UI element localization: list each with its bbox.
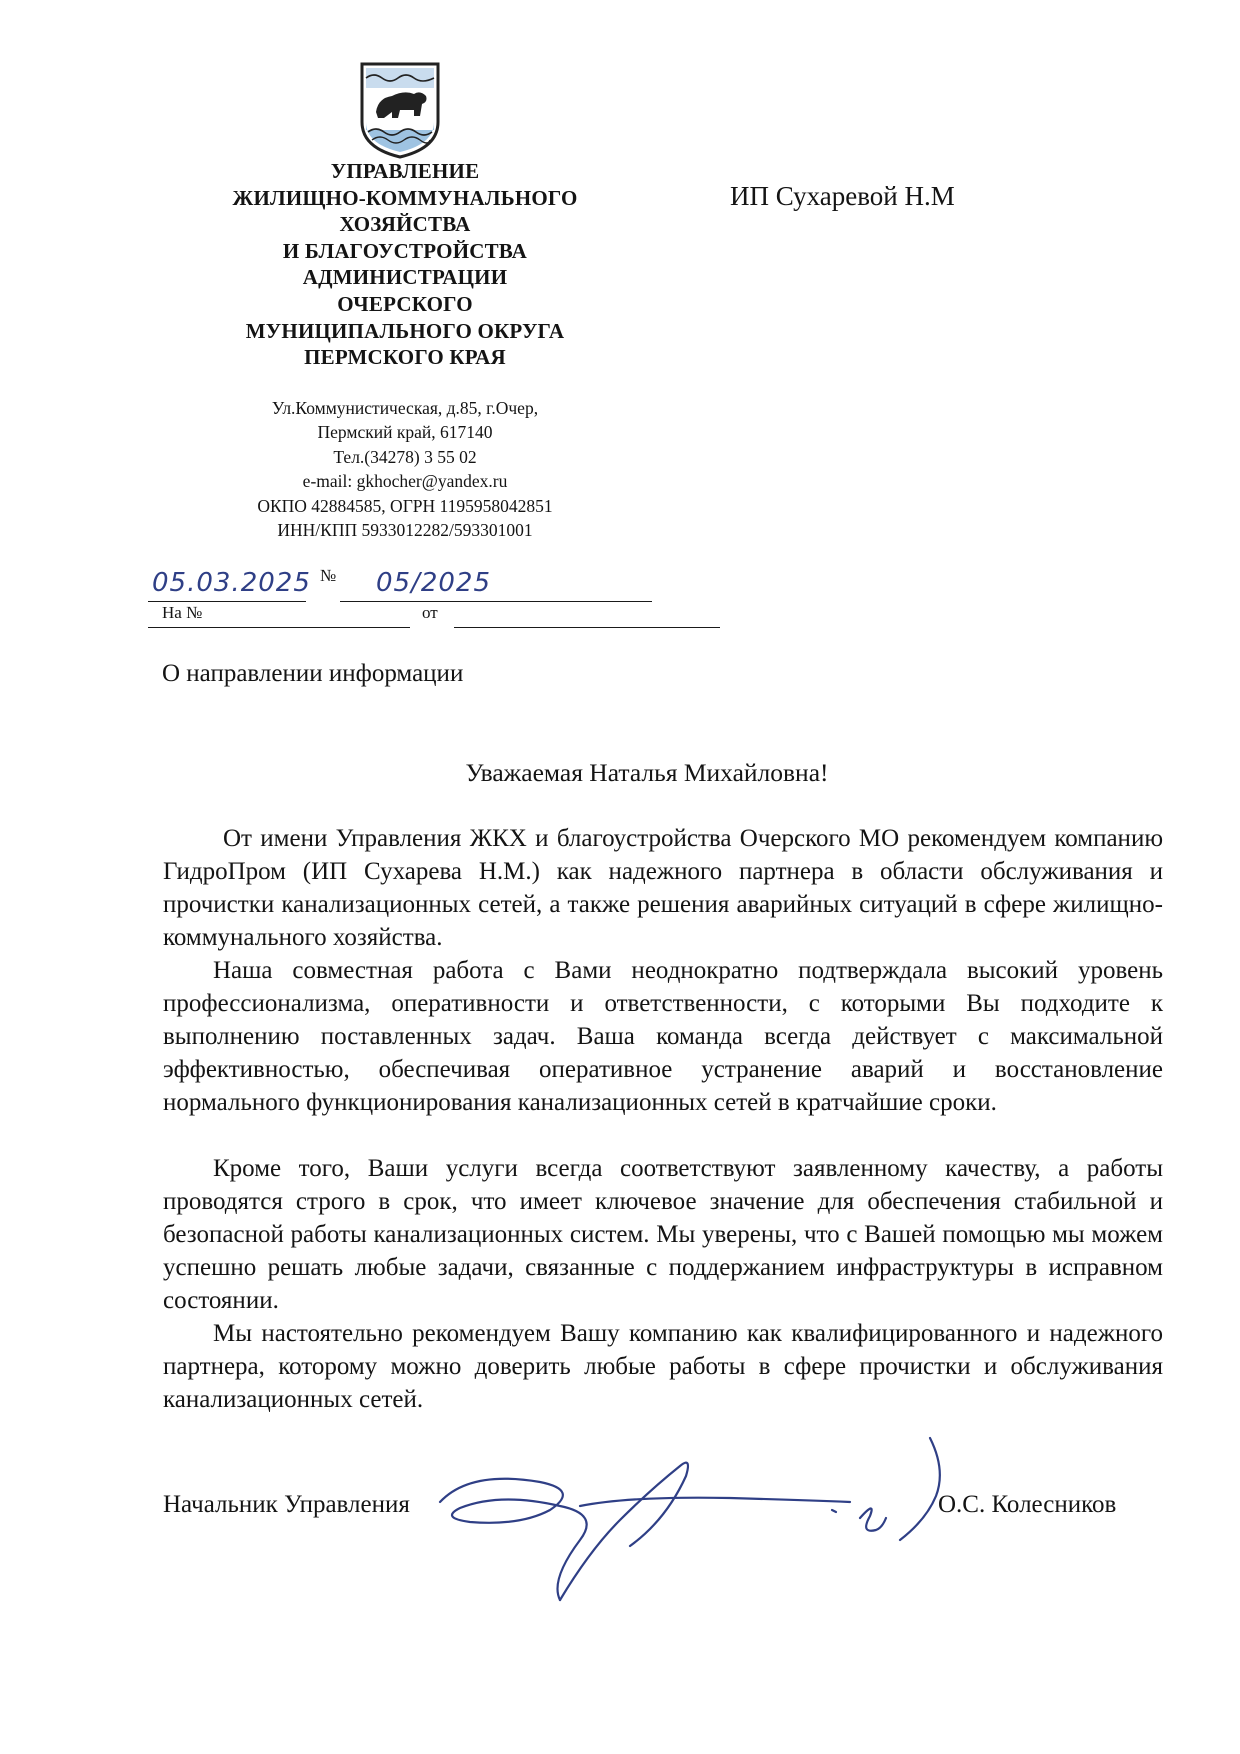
greeting: Уважаемая Наталья Михайловна! [465,758,829,787]
outgoing-number-handwritten: 05/2025 [376,568,492,598]
org-line: УПРАВЛЕНИЕ [330,159,480,183]
org-line: АДМИНИСТРАЦИИ [302,265,508,290]
org-line: ОЧЕРСКОГО [337,291,473,316]
reply-number-line [148,627,410,628]
organization-requisites [180,396,630,542]
addressee: ИП Сухаревой Н.М [730,181,955,211]
date-underline [148,601,306,602]
letter-subject: О направлении информации [162,660,464,687]
paragraph: Кроме того, Ваши услуги всегда соответствуют заявленному качеству, а работы проводятся строго в срок, что имеет ключевое значение для обеспечения стабильной и безопасной работы канализационных систем. Мы уверены, что с Вашей помощью мы можем успешно решать любые задачи, связанные с поддержанием инфраструктуры в исправном состоянии. [163,1155,1163,1314]
coat-of-arms-emblem [358,60,442,160]
handwritten-signature [430,1430,950,1610]
from-label: от [422,603,438,622]
paragraph: Наша совместная работа с Вами неоднократно подтверждала высокий уровень профессионализма, оперативности и ответственности, с которыми Вы подходите к выполнению поставленных задач. Ваша команда всегда действует с максимальной эффективностью, обеспечивая оперативное устранение аварий и восстановление нормального функционирования канализационных сетей в кратчайшие сроки. [163,957,1163,1116]
signatory-position: Начальник Управления [163,1491,410,1518]
reply-to-label: На № [162,603,203,622]
org-line: И БЛАГОУСТРОЙСТВА [282,238,528,263]
phone-line: Тел.(34278) 3 55 02 [333,446,477,467]
number-underline [340,601,652,602]
email-line: e-mail: gkhocher@yandex.ru [302,471,508,492]
organization-name [180,158,630,371]
reply-date-line [454,627,720,628]
org-line: МУНИЦИПАЛЬНОГО ОКРУГА [245,318,565,343]
inn-kpp-line: ИНН/КПП 5933012282/593301001 [277,520,533,541]
org-line: ПЕРМСКОГО КРАЯ [304,345,506,370]
org-line: ХОЗЯЙСТВА [339,212,471,237]
paragraph: От имени Управления ЖКХ и благоустройства Очерского МО рекомендуем компанию ГидроПром (ИП Сухарева Н.М.) как надежного партнера в области обслуживания и прочистки канализационных сетей, а также решения аварийных ситуаций в сфере жилищно-коммунального хозяйства. [163,825,1163,951]
signatory-name: О.С. Колесников [938,1491,1117,1518]
outgoing-date-handwritten: 05.03.2025 [152,568,311,598]
org-line: ЖИЛИЩНО-КОММУНАЛЬНОГО [232,185,578,210]
okpo-ogrn-line: ОКПО 42884585, ОГРН 1195958042851 [257,495,553,516]
paragraph: Мы настоятельно рекомендуем Вашу компанию как квалифицированного и надежного партнера, которому можно доверить любые работы в сфере прочистки и обслуживания канализационных сетей. [163,1320,1163,1413]
address-line: Пермский край, 617140 [317,422,493,443]
number-sign: № [320,566,337,585]
address-line: Ул.Коммунистическая, д.85, г.Очер, [271,398,539,418]
